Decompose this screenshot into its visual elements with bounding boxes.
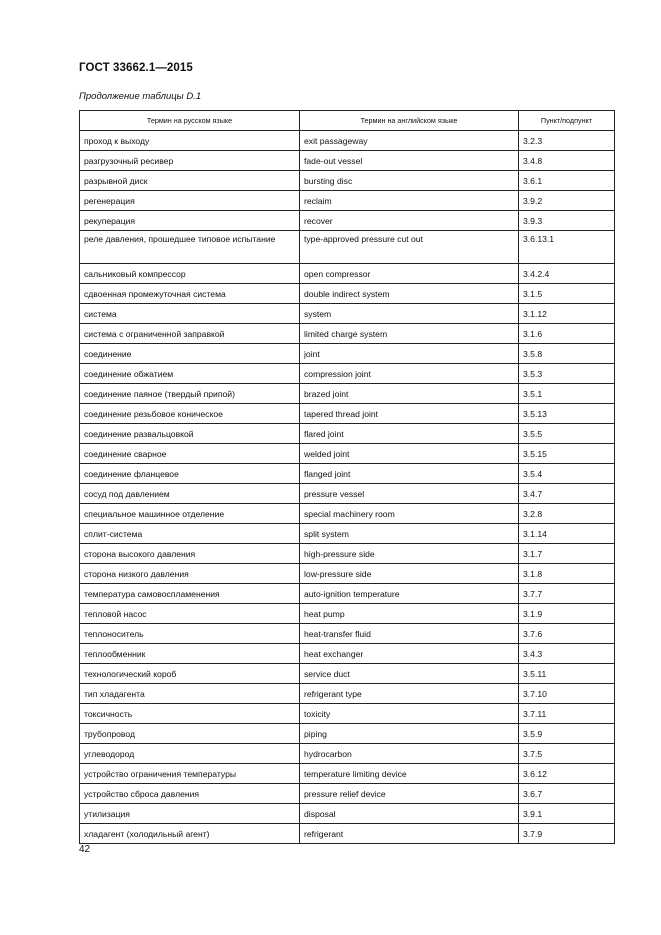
table-body bbox=[80, 131, 615, 844]
table-row bbox=[80, 304, 615, 324]
clause-cell: 3.1.9 bbox=[519, 604, 615, 624]
english-term-cell: double indirect system bbox=[300, 284, 519, 304]
english-term-cell: refrigerant type bbox=[300, 684, 519, 704]
table-row bbox=[80, 404, 615, 424]
table-row bbox=[80, 764, 615, 784]
table-row bbox=[80, 444, 615, 464]
table-row bbox=[80, 131, 615, 151]
table-row bbox=[80, 644, 615, 664]
russian-term-cell: токсичность bbox=[80, 704, 300, 724]
table-row bbox=[80, 724, 615, 744]
clause-cell: 3.6.13.1 bbox=[519, 231, 615, 264]
clause-cell: 3.5.13 bbox=[519, 404, 615, 424]
english-term-cell: joint bbox=[300, 344, 519, 364]
clause-cell: 3.5.3 bbox=[519, 364, 615, 384]
table-caption: Продолжение таблицы D.1 bbox=[79, 91, 202, 102]
clause-cell: 3.1.14 bbox=[519, 524, 615, 544]
clause-cell: 3.7.7 bbox=[519, 584, 615, 604]
russian-term-cell: сдвоенная промежуточная система bbox=[80, 284, 300, 304]
table-row bbox=[80, 564, 615, 584]
russian-term-cell: соединение резьбовое коническое bbox=[80, 404, 300, 424]
table-row bbox=[80, 384, 615, 404]
clause-cell: 3.5.11 bbox=[519, 664, 615, 684]
clause-cell: 3.6.1 bbox=[519, 171, 615, 191]
english-term-cell: heat pump bbox=[300, 604, 519, 624]
clause-cell: 3.6.7 bbox=[519, 784, 615, 804]
english-term-cell: refrigerant bbox=[300, 824, 519, 844]
russian-term-cell: соединение обжатием bbox=[80, 364, 300, 384]
russian-term-cell: соединение паяное (твердый припой) bbox=[80, 384, 300, 404]
table-row bbox=[80, 211, 615, 231]
table-row bbox=[80, 784, 615, 804]
clause-cell: 3.4.3 bbox=[519, 644, 615, 664]
english-term-cell: exit passageway bbox=[300, 131, 519, 151]
english-term-cell: temperature limiting device bbox=[300, 764, 519, 784]
table-row bbox=[80, 804, 615, 824]
english-term-cell: disposal bbox=[300, 804, 519, 824]
russian-term-cell: сплит-система bbox=[80, 524, 300, 544]
table-row bbox=[80, 544, 615, 564]
russian-term-cell: рекуперация bbox=[80, 211, 300, 231]
english-term-cell: recover bbox=[300, 211, 519, 231]
russian-term-cell: теплообменник bbox=[80, 644, 300, 664]
table-row bbox=[80, 684, 615, 704]
english-term-cell: system bbox=[300, 304, 519, 324]
table-row bbox=[80, 484, 615, 504]
table-row bbox=[80, 424, 615, 444]
column-header-russian-term: Термин на русском языке bbox=[80, 111, 300, 131]
russian-term-cell: сальниковый компрессор bbox=[80, 264, 300, 284]
clause-cell: 3.2.8 bbox=[519, 504, 615, 524]
clause-cell: 3.4.8 bbox=[519, 151, 615, 171]
clause-cell: 3.4.7 bbox=[519, 484, 615, 504]
table-header-row bbox=[80, 111, 615, 131]
english-term-cell: brazed joint bbox=[300, 384, 519, 404]
column-header-english-term: Термин на английском языке bbox=[300, 111, 519, 131]
english-term-cell: fade-out vessel bbox=[300, 151, 519, 171]
clause-cell: 3.7.6 bbox=[519, 624, 615, 644]
english-term-cell: pressure relief device bbox=[300, 784, 519, 804]
clause-cell: 3.5.9 bbox=[519, 724, 615, 744]
english-term-cell: flared joint bbox=[300, 424, 519, 444]
russian-term-cell: температура самовоспламенения bbox=[80, 584, 300, 604]
russian-term-cell: соединение развальцовкой bbox=[80, 424, 300, 444]
english-term-cell: compression joint bbox=[300, 364, 519, 384]
russian-term-cell: углеводород bbox=[80, 744, 300, 764]
table-row bbox=[80, 231, 615, 264]
clause-cell: 3.1.5 bbox=[519, 284, 615, 304]
english-term-cell: tapered thread joint bbox=[300, 404, 519, 424]
clause-cell: 3.7.9 bbox=[519, 824, 615, 844]
russian-term-cell: устройство ограничения температуры bbox=[80, 764, 300, 784]
english-term-cell: low-pressure side bbox=[300, 564, 519, 584]
english-term-cell: bursting disc bbox=[300, 171, 519, 191]
clause-cell: 3.9.1 bbox=[519, 804, 615, 824]
table-row bbox=[80, 624, 615, 644]
table-row bbox=[80, 364, 615, 384]
english-term-cell: limited charge system bbox=[300, 324, 519, 344]
english-term-cell: type-approved pressure cut out bbox=[300, 231, 519, 264]
russian-term-cell: устройство сброса давления bbox=[80, 784, 300, 804]
english-term-cell: service duct bbox=[300, 664, 519, 684]
table-row bbox=[80, 171, 615, 191]
clause-cell: 3.7.10 bbox=[519, 684, 615, 704]
clause-cell: 3.9.2 bbox=[519, 191, 615, 211]
english-term-cell: piping bbox=[300, 724, 519, 744]
table-row bbox=[80, 704, 615, 724]
terms-table bbox=[79, 110, 615, 844]
table-row bbox=[80, 744, 615, 764]
clause-cell: 3.2.3 bbox=[519, 131, 615, 151]
table-row bbox=[80, 824, 615, 844]
russian-term-cell: утилизация bbox=[80, 804, 300, 824]
russian-term-cell: тепловой насос bbox=[80, 604, 300, 624]
clause-cell: 3.9.3 bbox=[519, 211, 615, 231]
russian-term-cell: сосуд под давлением bbox=[80, 484, 300, 504]
english-term-cell: welded joint bbox=[300, 444, 519, 464]
russian-term-cell: теплоноситель bbox=[80, 624, 300, 644]
page-number: 42 bbox=[79, 844, 91, 855]
clause-cell: 3.4.2.4 bbox=[519, 264, 615, 284]
column-header-clause: Пункт/подпункт bbox=[519, 111, 615, 131]
table-row bbox=[80, 191, 615, 211]
russian-term-cell: проход к выходу bbox=[80, 131, 300, 151]
russian-term-cell: трубопровод bbox=[80, 724, 300, 744]
clause-cell: 3.6.12 bbox=[519, 764, 615, 784]
russian-term-cell: разрывной диск bbox=[80, 171, 300, 191]
clause-cell: 3.5.8 bbox=[519, 344, 615, 364]
russian-term-cell: соединение сварное bbox=[80, 444, 300, 464]
table-row bbox=[80, 264, 615, 284]
clause-cell: 3.7.11 bbox=[519, 704, 615, 724]
english-term-cell: heat exchanger bbox=[300, 644, 519, 664]
english-term-cell: open compressor bbox=[300, 264, 519, 284]
english-term-cell: flanged joint bbox=[300, 464, 519, 484]
table-row bbox=[80, 344, 615, 364]
russian-term-cell: разгрузочный ресивер bbox=[80, 151, 300, 171]
russian-term-cell: специальное машинное отделение bbox=[80, 504, 300, 524]
table-row bbox=[80, 524, 615, 544]
english-term-cell: hydrocarbon bbox=[300, 744, 519, 764]
russian-term-cell: соединение фланцевое bbox=[80, 464, 300, 484]
clause-cell: 3.7.5 bbox=[519, 744, 615, 764]
clause-cell: 3.5.5 bbox=[519, 424, 615, 444]
english-term-cell: special machinery room bbox=[300, 504, 519, 524]
russian-term-cell: система с ограниченной заправкой bbox=[80, 324, 300, 344]
russian-term-cell: сторона низкого давления bbox=[80, 564, 300, 584]
russian-term-cell: реле давления, прошедшее типовое испытание bbox=[80, 231, 300, 264]
table-row bbox=[80, 664, 615, 684]
english-term-cell: split system bbox=[300, 524, 519, 544]
clause-cell: 3.1.8 bbox=[519, 564, 615, 584]
russian-term-cell: сторона высокого давления bbox=[80, 544, 300, 564]
russian-term-cell: система bbox=[80, 304, 300, 324]
russian-term-cell: хладагент (холодильный агент) bbox=[80, 824, 300, 844]
russian-term-cell: соединение bbox=[80, 344, 300, 364]
english-term-cell: pressure vessel bbox=[300, 484, 519, 504]
clause-cell: 3.1.12 bbox=[519, 304, 615, 324]
clause-cell: 3.1.6 bbox=[519, 324, 615, 344]
english-term-cell: high-pressure side bbox=[300, 544, 519, 564]
clause-cell: 3.1.7 bbox=[519, 544, 615, 564]
standard-title: ГОСТ 33662.1—2015 bbox=[79, 62, 193, 74]
english-term-cell: auto-ignition temperature bbox=[300, 584, 519, 604]
russian-term-cell: регенерация bbox=[80, 191, 300, 211]
table-row bbox=[80, 464, 615, 484]
table-row bbox=[80, 151, 615, 171]
table-row bbox=[80, 284, 615, 304]
table-row bbox=[80, 584, 615, 604]
table-row bbox=[80, 604, 615, 624]
english-term-cell: reclaim bbox=[300, 191, 519, 211]
table-row bbox=[80, 324, 615, 344]
russian-term-cell: технологический короб bbox=[80, 664, 300, 684]
clause-cell: 3.5.4 bbox=[519, 464, 615, 484]
clause-cell: 3.5.15 bbox=[519, 444, 615, 464]
clause-cell: 3.5.1 bbox=[519, 384, 615, 404]
table-row bbox=[80, 504, 615, 524]
russian-term-cell: тип хладагента bbox=[80, 684, 300, 704]
english-term-cell: toxicity bbox=[300, 704, 519, 724]
english-term-cell: heat-transfer fluid bbox=[300, 624, 519, 644]
